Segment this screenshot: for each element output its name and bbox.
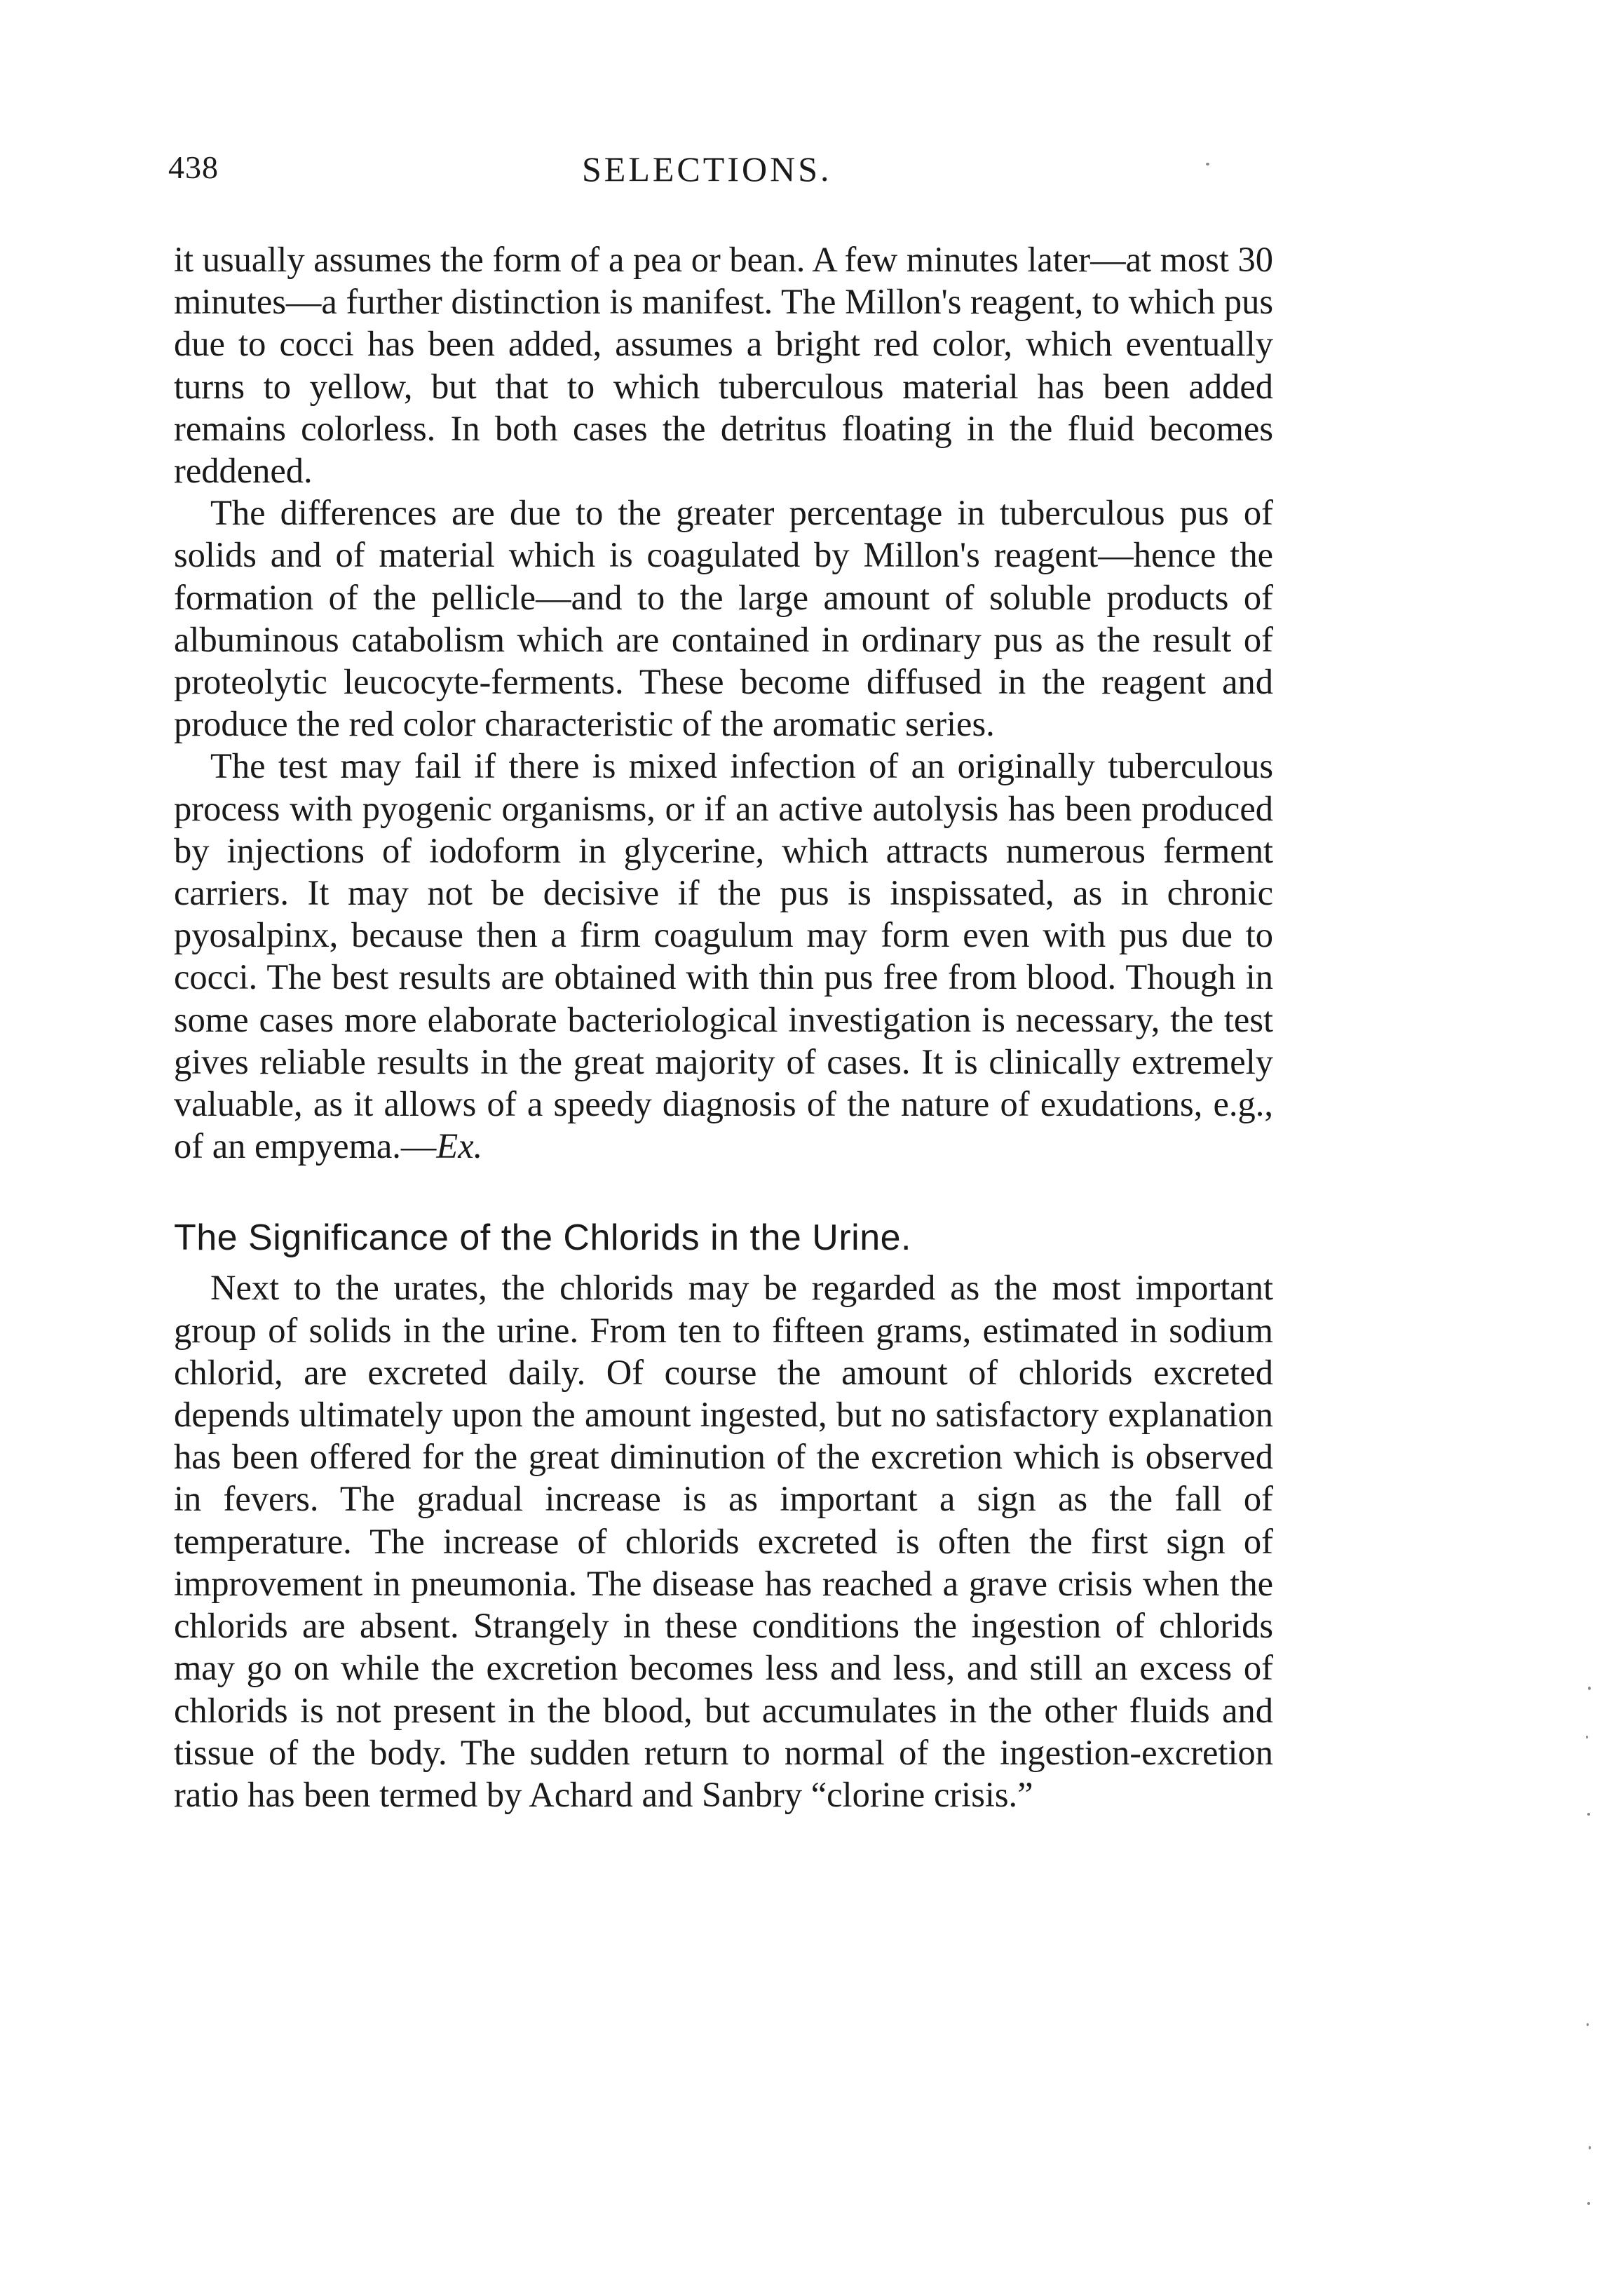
source-signature: Ex. (436, 1126, 483, 1166)
running-head: SELECTIONS. (582, 149, 832, 189)
scan-speck (1588, 1687, 1591, 1690)
scan-speck (1589, 2146, 1591, 2149)
page-header (168, 149, 1276, 198)
paragraph-continued: it usually assumes the form of a pea or bean. A few minutes later—at most 30 minutes—a further distinction is manifest. The Millon's reagent, to which pus due to cocci has been added, assumes a bright red color, which eventually turns to yellow, but that to which tuberculous material has been added remains colorless. In both cases the detritus floating in the fluid becomes reddened. (174, 240, 1273, 491)
scan-speck (1586, 1736, 1588, 1738)
scan-speck (1206, 163, 1209, 166)
scan-speck (1587, 1813, 1590, 1816)
paragraph-differences: The differences are due to the greater percentage in tuberculous pus of solids and of material which is coagulated by Millon's reagent—hence the formation of the pellicle—and to the large amount of soluble products of albuminous catabolism which are contained in ordinary pus as the result of proteolytic leucocyte-ferments. These become diffused in the reagent and produce the red color characteristic of the aromatic series. (174, 493, 1273, 744)
section-heading: The Significance of the Chlorids in the Urine. (174, 1217, 911, 1259)
scan-speck (1587, 2202, 1590, 2205)
paragraph-chlorids: Next to the urates, the chlorids may be regarded as the most important group of solids in the urine. From ten to fifteen grams, estimated in sodium chlorid, are excreted daily. Of course the amount of chlorids excreted depends ultimately upon the amount ingested, but no satisfactory explanation has been offered for the great diminution of the excretion which is observed in fevers. The gradual increase is as important a sign as the fall of temperature. The increase of chlorids excreted is often the first sign of improvement in pneumonia. The disease has reached a grave crisis when the chlorids are absent. Strangely in these conditions the ingestion of chlorids may go on while the excretion becomes less and less, and still an excess of chlorids is not present in the blood, but accumulates in the other fluids and tissue of the body. The sudden return to normal of the ingestion-excretion ratio has been termed by Achard and Sanbry “clorine crisis.” (174, 1268, 1273, 1814)
paragraph-test-failure-text: The test may fail if there is mixed infection of an originally tuberculous process with pyogenic organisms, or if an active autolysis has been produced by injections of iodoform in glycerine, which attracts numerous ferment carriers. It may not be decisive if the pus is inspissated, as in chronic pyosalpinx, because then a firm coagulum may form even with pus due to cocci. The best results are obtained with thin pus free from blood. Though in some cases more elaborate bacteriological investigation is necessary, the test gives reliable results in the great majority of cases. It is clinically extremely valuable, as it allows of a speedy diagnosis of the nature of exudations, e.g., of an empyema.— (174, 746, 1273, 1166)
page-number: 438 (168, 149, 219, 185)
scan-speck (1587, 2023, 1589, 2026)
paragraph-test-failure (174, 745, 1273, 1167)
article-body (174, 238, 1273, 1816)
